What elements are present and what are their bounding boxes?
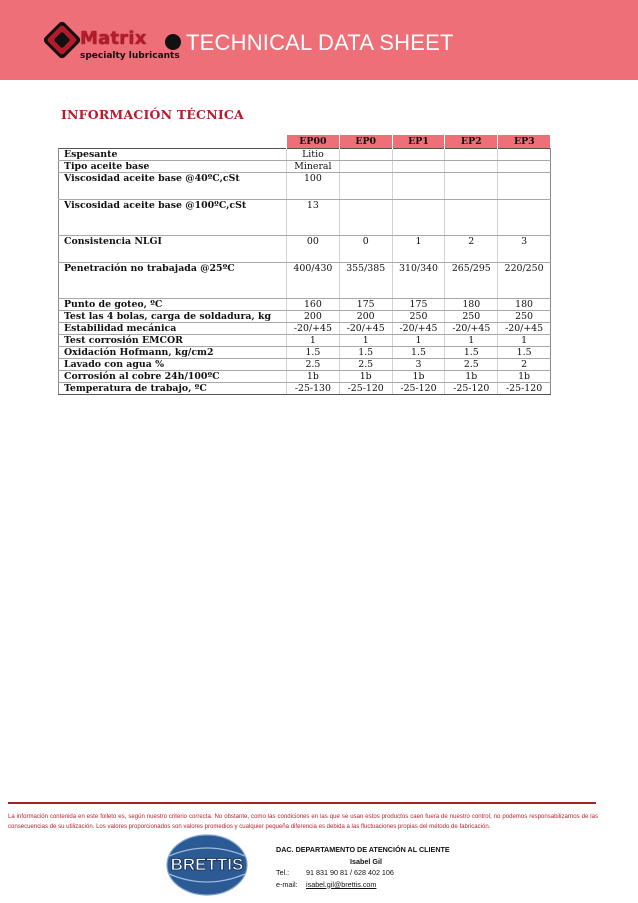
property-value	[339, 200, 392, 236]
email-row	[276, 879, 496, 891]
technical-data-table	[58, 135, 551, 395]
property-value: 310/340	[392, 263, 445, 299]
property-label: Penetración no trabajada @25ºC	[59, 263, 287, 299]
property-value: Litio	[287, 149, 340, 161]
property-value: 200	[287, 311, 340, 323]
property-value: Mineral	[287, 161, 340, 173]
table-row	[59, 149, 551, 161]
property-label: Viscosidad aceite base @40ºC,cSt	[59, 173, 287, 200]
property-value	[445, 200, 498, 236]
property-label: Espesante	[59, 149, 287, 161]
footer-divider	[8, 802, 596, 804]
property-value: 200	[339, 311, 392, 323]
property-value: 1	[392, 236, 445, 263]
property-value: 250	[445, 311, 498, 323]
property-label: Viscosidad aceite base @100ºC,cSt	[59, 200, 287, 236]
property-value: 1b	[498, 371, 551, 383]
property-value	[392, 173, 445, 200]
table-body	[59, 149, 551, 395]
property-value: 2.5	[287, 359, 340, 371]
property-value: -20/+45	[287, 323, 340, 335]
property-value: 1	[445, 335, 498, 347]
property-value: 160	[287, 299, 340, 311]
matrix-logo	[42, 18, 192, 64]
document-title: TECHNICAL DATA SHEET	[186, 30, 454, 55]
property-value: -25-120	[392, 383, 445, 395]
property-value: -20/+45	[392, 323, 445, 335]
logo-wordmark: Matrix	[80, 28, 147, 49]
table-row	[59, 200, 551, 236]
property-value: 250	[498, 311, 551, 323]
property-value: 180	[445, 299, 498, 311]
property-value: 1b	[392, 371, 445, 383]
property-label: Oxidación Hofmann, kg/cm2	[59, 347, 287, 359]
property-value	[339, 149, 392, 161]
property-value: 1b	[339, 371, 392, 383]
property-value: 1b	[287, 371, 340, 383]
property-value	[392, 161, 445, 173]
property-value: -20/+45	[339, 323, 392, 335]
property-value: 1	[498, 335, 551, 347]
property-value: -25-130	[287, 383, 340, 395]
department-name: DAC. DEPARTAMENTO DE ATENCIÓN AL CLIENTE	[276, 845, 450, 854]
property-label: Consistencia NLGI	[59, 236, 287, 263]
property-value	[445, 149, 498, 161]
property-value: 1.5	[339, 347, 392, 359]
table-row	[59, 161, 551, 173]
column-header: EP0	[339, 135, 392, 149]
logo-dot-icon	[162, 31, 185, 54]
logo-tagline: specialty lubricants	[80, 51, 180, 61]
table-header-blank	[59, 135, 287, 149]
table-row	[59, 236, 551, 263]
table-row	[59, 371, 551, 383]
property-label: Tipo aceite base	[59, 161, 287, 173]
property-value	[498, 161, 551, 173]
property-value	[498, 149, 551, 161]
property-value: 1.5	[445, 347, 498, 359]
property-value: -20/+45	[498, 323, 551, 335]
property-value: 175	[392, 299, 445, 311]
property-value: 2	[445, 236, 498, 263]
property-value: 180	[498, 299, 551, 311]
phone-value: 91 831 90 81 / 628 402 106	[306, 868, 394, 877]
contact-person: Isabel Gil	[350, 856, 382, 866]
table-row	[59, 383, 551, 395]
property-value	[392, 149, 445, 161]
property-value: 175	[339, 299, 392, 311]
property-value: -25-120	[498, 383, 551, 395]
table-row	[59, 263, 551, 299]
email-link[interactable]: isabel.gil@brettis.com	[306, 879, 377, 889]
property-value: 2	[498, 359, 551, 371]
column-header: EP1	[392, 135, 445, 149]
property-label: Estabilidad mecánica	[59, 323, 287, 335]
contact-block	[276, 844, 496, 890]
property-value: 100	[287, 173, 340, 200]
property-value: 2.5	[445, 359, 498, 371]
property-value: 1	[287, 335, 340, 347]
phone-label: Tel.:	[276, 868, 290, 877]
property-label: Punto de goteo, ºC	[59, 299, 287, 311]
table-row	[59, 359, 551, 371]
property-value: 1.5	[392, 347, 445, 359]
property-value	[445, 173, 498, 200]
property-value: -25-120	[339, 383, 392, 395]
table-row	[59, 311, 551, 323]
property-value: 1	[392, 335, 445, 347]
email-label: e-mail:	[276, 879, 298, 889]
brettis-wordmark: BRETTIS	[170, 855, 244, 874]
section-title: INFORMACIÓN TÉCNICA	[61, 107, 244, 122]
column-header: EP2	[445, 135, 498, 149]
table-row	[59, 347, 551, 359]
property-value: 00	[287, 236, 340, 263]
property-value: 355/385	[339, 263, 392, 299]
property-value: 0	[339, 236, 392, 263]
property-value: 400/430	[287, 263, 340, 299]
column-header: EP3	[498, 135, 551, 149]
property-label: Test corrosión EMCOR	[59, 335, 287, 347]
table-row	[59, 299, 551, 311]
property-value: 3	[392, 359, 445, 371]
property-value	[498, 173, 551, 200]
property-value	[339, 161, 392, 173]
header-band	[0, 0, 638, 80]
property-label: Lavado con agua %	[59, 359, 287, 371]
property-value	[445, 161, 498, 173]
matrix-emblem-icon	[42, 20, 82, 60]
table-row	[59, 335, 551, 347]
column-header: EP00	[287, 135, 340, 149]
property-value: 2.5	[339, 359, 392, 371]
property-value: 220/250	[498, 263, 551, 299]
property-value: 265/295	[445, 263, 498, 299]
property-value	[498, 200, 551, 236]
property-value: -25-120	[445, 383, 498, 395]
property-value: 250	[392, 311, 445, 323]
property-value	[392, 200, 445, 236]
table-row	[59, 323, 551, 335]
brettis-logo	[164, 832, 250, 898]
property-label: Test las 4 bolas, carga de soldadura, kg	[59, 311, 287, 323]
property-value: -20/+45	[445, 323, 498, 335]
property-value: 3	[498, 236, 551, 263]
property-value: 1.5	[287, 347, 340, 359]
table-row	[59, 173, 551, 200]
property-value	[339, 173, 392, 200]
property-value: 1	[339, 335, 392, 347]
property-value: 1.5	[498, 347, 551, 359]
property-label: Temperatura de trabajo, ºC	[59, 383, 287, 395]
disclaimer-text: La información contenida en este folleto es, según nuestro criterio correcta. No obstante, como las condiciones en las que se usan estos productos caen fuera de nuestro control, no podemos responsabilizarnos de las consecuencias de su utilización. Los valores proporcionados son valores promedios y cualquier pequeña diferencia es debida a las fluctuaciones propias del método de fabricación.	[8, 814, 598, 830]
property-value: 13	[287, 200, 340, 236]
phone-row	[276, 867, 496, 879]
property-label: Corrosión al cobre 24h/100ºC	[59, 371, 287, 383]
property-value: 1b	[445, 371, 498, 383]
table-header-row	[59, 135, 551, 149]
